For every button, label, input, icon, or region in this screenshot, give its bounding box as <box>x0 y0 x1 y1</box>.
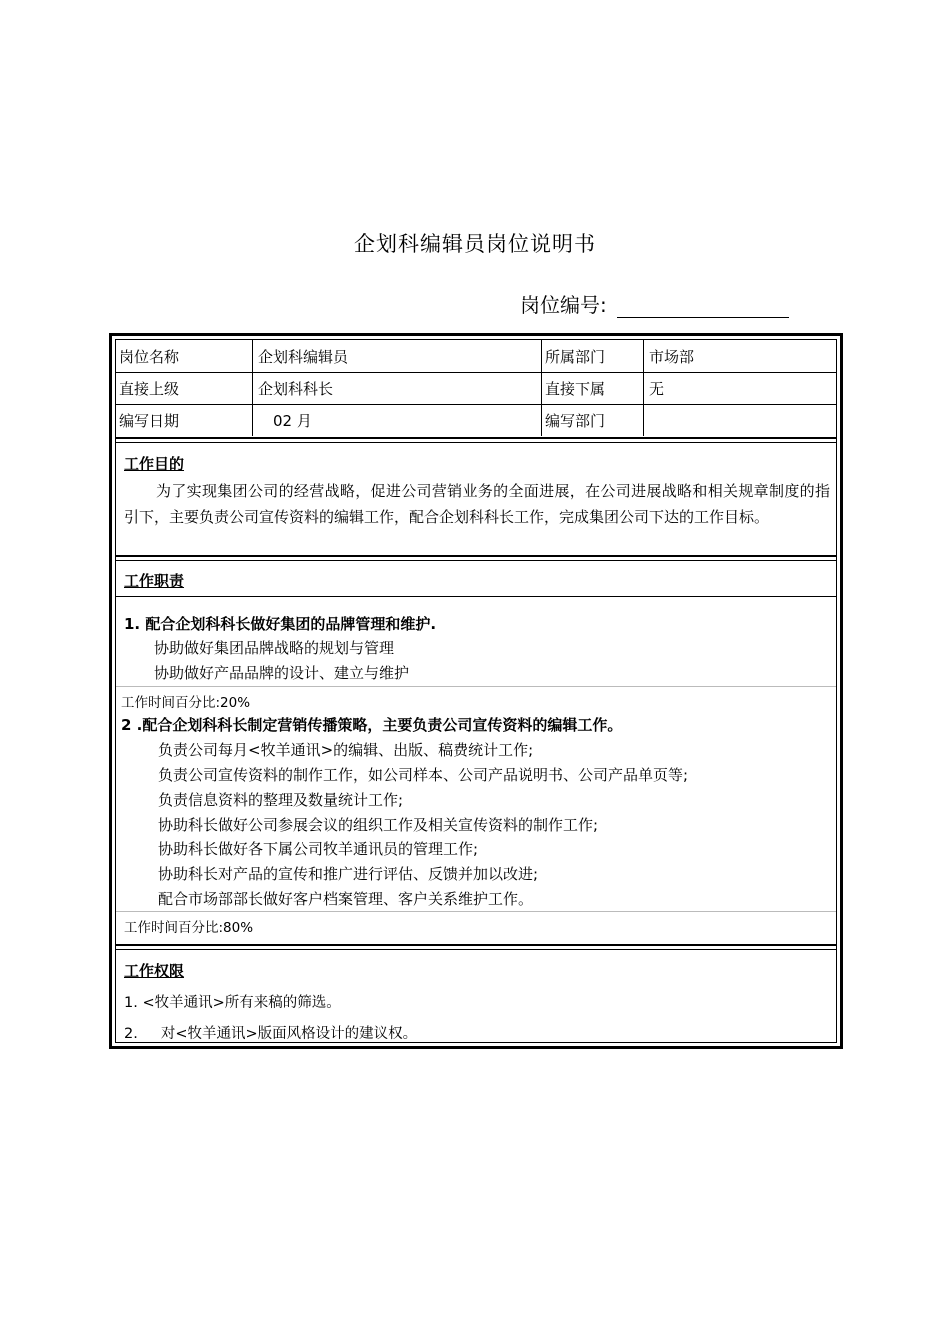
label-date: 编写日期 <box>119 412 180 430</box>
divider <box>116 442 836 443</box>
duty-2-point: 配合市场部部长做好客户档案管理、客户关系维护工作。 <box>158 890 534 908</box>
divider <box>116 555 836 557</box>
job-description-table <box>109 333 843 1049</box>
label-position-name: 岗位名称 <box>119 347 180 366</box>
divider <box>116 437 836 439</box>
label-supervisor: 直接上级 <box>119 380 180 398</box>
duty-2-point: 负责信息资料的整理及数量统计工作; <box>158 791 404 809</box>
divider <box>116 560 836 561</box>
duty-2-point: 协助科长对产品的宣传和推广进行评估、反馈并加以改进; <box>158 865 539 883</box>
label-department: 所属部门 <box>545 347 606 366</box>
duties-heading: 工作职责 <box>124 572 185 590</box>
duty-1-title: 1. 配合企划科科长做好集团的品牌管理和维护. <box>124 615 437 633</box>
position-code-label: 岗位编号: <box>520 293 607 317</box>
value-supervisor: 企划科科长 <box>258 380 334 398</box>
info-row-2 <box>116 373 836 405</box>
value-date: 02 月 <box>273 412 312 430</box>
divider <box>116 686 836 687</box>
info-row-3 <box>116 405 836 436</box>
value-author-dept <box>644 405 834 436</box>
table-inner-frame <box>115 339 837 1043</box>
authority-item: 1. <牧羊通讯>所有来稿的筛选。 <box>124 995 341 1011</box>
divider <box>116 944 836 946</box>
purpose-text: 为了实现集团公司的经营战略，促进公司营销业务的全面进展，在公司进展战略和相关规章制度的指引下，主要负责公司宣传资料的编辑工作，配合企划科科长工作，完成集团公司下达的工作目标。 <box>124 482 830 526</box>
position-code <box>520 289 789 318</box>
duty-2-point: 负责公司宣传资料的制作工作，如公司样本、公司产品说明书、公司产品单页等; <box>158 766 689 784</box>
divider <box>116 949 836 950</box>
duty-2-point: 负责公司每月<牧羊通讯>的编辑、出版、稿费统计工作; <box>158 741 534 759</box>
duty-2-time: 工作时间百分比:80% <box>124 920 254 936</box>
duty-2-point: 协助科长做好各下属公司牧羊通讯员的管理工作; <box>158 840 479 858</box>
duty-1-time: 工作时间百分比:20% <box>121 695 251 711</box>
value-position-name: 企划科编辑员 <box>258 347 349 366</box>
info-row-1 <box>116 340 836 373</box>
authority-heading: 工作权限 <box>124 962 185 980</box>
value-department: 市场部 <box>649 347 695 366</box>
divider <box>116 596 836 597</box>
purpose-heading: 工作目的 <box>124 455 185 473</box>
divider <box>116 911 836 912</box>
label-author-dept: 编写部门 <box>545 412 606 430</box>
label-subordinates: 直接下属 <box>545 380 606 398</box>
duty-2-title: 2 .配合企划科科长制定营销传播策略，主要负责公司宣传资料的编辑工作。 <box>121 716 623 734</box>
duty-2-point: 协助科长做好公司参展会议的组织工作及相关宣传资料的制作工作; <box>158 816 599 834</box>
duty-1-point: 协助做好集团品牌战略的规划与管理 <box>154 639 395 657</box>
duty-1-point: 协助做好产品品牌的设计、建立与维护 <box>154 664 410 682</box>
position-code-blank <box>617 293 789 318</box>
document-title: 企划科编辑员岗位说明书 <box>354 232 596 256</box>
authority-item: 2. 对<牧羊通讯>版面风格设计的建议权。 <box>124 1026 418 1042</box>
value-subordinates: 无 <box>649 380 665 398</box>
